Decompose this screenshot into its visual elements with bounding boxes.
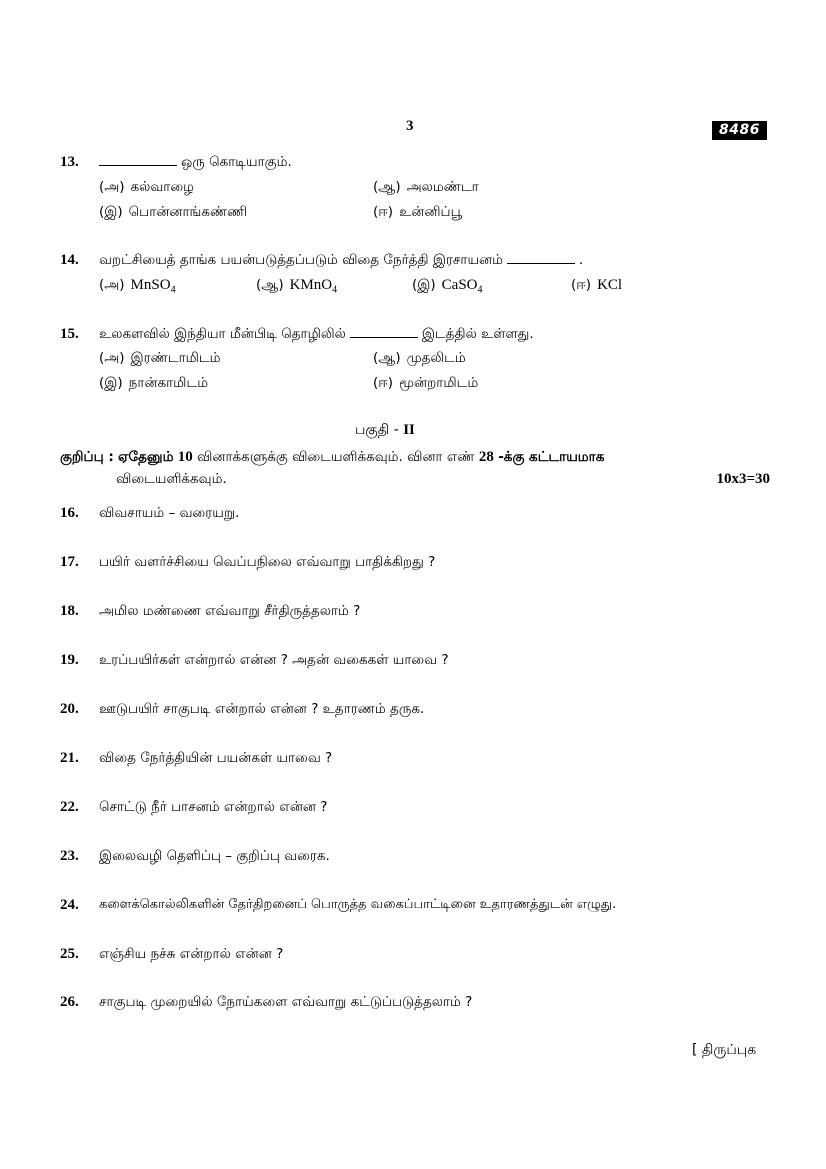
- section-roman: II: [403, 422, 415, 438]
- formula: KCl: [597, 277, 623, 293]
- answer-blank: [99, 153, 177, 166]
- option-text: பொன்னாங்கண்ணி: [128, 204, 248, 220]
- section-dash: -: [393, 422, 399, 438]
- question-number: 16.: [60, 505, 79, 521]
- note-any: ஏதேனும்: [118, 449, 174, 465]
- question-text: ஊடுபயிர் சாகுபடி என்றால் என்ன ? உதாரணம் தருக.: [99, 701, 425, 717]
- turn-over-note: [ திருப்புக: [692, 1042, 757, 1058]
- question-15-text-after: இடத்தில் உள்ளது.: [421, 326, 534, 342]
- question-text: சொட்டு நீர் பாசனம் என்றால் என்ன ?: [99, 799, 328, 815]
- formula-subscript: 4: [170, 284, 176, 296]
- option-label: (அ): [99, 179, 125, 195]
- question-text: [99, 152, 292, 172]
- question-number: 24.: [60, 897, 79, 913]
- question-number: 18.: [60, 603, 79, 619]
- marks-allocation: 10x3=30: [716, 471, 770, 487]
- question-text: சாகுபடி முறையில் நோய்களை எவ்வாறு கட்டுப்படுத்தலாம் ?: [99, 994, 473, 1010]
- option-text: இரண்டாமிடம்: [130, 350, 221, 366]
- question-text: [99, 250, 583, 270]
- option-label: (அ): [99, 277, 125, 293]
- option-text: நான்காமிடம்: [128, 375, 209, 391]
- option-label: (இ): [412, 277, 436, 293]
- question-14-text: வறட்சியைத் தாங்க பயன்படுத்தப்படும் விதை நேர்த்தி இரசாயனம்: [99, 252, 503, 268]
- question-text: விவசாயம் – வரையறு.: [99, 505, 240, 521]
- option-15-b: [373, 348, 466, 368]
- note-line-2: [60, 468, 770, 490]
- note-compulsory: -க்கு கட்டாயமாக: [498, 449, 605, 465]
- question-number: 20.: [60, 701, 79, 717]
- note-question-number: 28: [478, 449, 494, 465]
- question-number: 19.: [60, 652, 79, 668]
- option-14-a: [99, 275, 176, 301]
- question-number: 23.: [60, 848, 79, 864]
- question-number: 13.: [60, 154, 79, 170]
- option-13-c: [99, 202, 247, 222]
- question-text: பயிர் வளர்ச்சியை வெப்பநிலை எவ்வாறு பாதிக்கிறது ?: [99, 554, 436, 570]
- formula-subscript: 4: [477, 284, 483, 296]
- note-count: 10: [177, 449, 193, 465]
- option-label: (ஆ): [373, 179, 401, 195]
- formula-subscript: 4: [332, 284, 338, 296]
- note-line-2-text: விடையளிக்கவும்.: [116, 471, 227, 487]
- option-label: (ஆ): [373, 350, 401, 366]
- question-number: 22.: [60, 799, 79, 815]
- option-label: (ஈ): [373, 204, 394, 220]
- question-text: உரப்பயிர்கள் என்றால் என்ன ? அதன் வகைகள் யாவை ?: [99, 652, 449, 668]
- instructions-note: [60, 446, 770, 490]
- option-14-b: [256, 275, 337, 301]
- option-label: (இ): [99, 375, 123, 391]
- question-number: 25.: [60, 946, 79, 962]
- note-line-1: [60, 446, 770, 468]
- question-number: 21.: [60, 750, 79, 766]
- question-number: 17.: [60, 554, 79, 570]
- option-label: (ஈ): [571, 277, 592, 293]
- option-15-c: [99, 373, 208, 393]
- question-text: எஞ்சிய நச்சு என்றால் என்ன ?: [99, 946, 284, 962]
- answer-blank: [350, 325, 418, 338]
- note-label: குறிப்பு :: [60, 449, 114, 465]
- option-15-a: [99, 348, 221, 368]
- option-13-a: [99, 177, 194, 197]
- option-15-d: [373, 373, 478, 393]
- section-word: பகுதி: [355, 422, 390, 438]
- note-mid: வினாக்களுக்கு விடையளிக்கவும். வினா எண்: [197, 449, 475, 465]
- option-text: அலமண்டா: [406, 179, 479, 195]
- formula: CaSO: [441, 277, 478, 293]
- question-text: விதை நேர்த்தியின் பயன்கள் யாவை ?: [99, 750, 333, 766]
- answer-blank: [507, 251, 575, 264]
- option-14-d: [571, 275, 622, 295]
- paper-code-badge: 8486: [712, 121, 767, 140]
- option-13-d: [373, 202, 462, 222]
- option-label: (ஆ): [256, 277, 284, 293]
- question-text: இலைவழி தெளிப்பு – குறிப்பு வரைக.: [99, 848, 330, 864]
- question-number: 14.: [60, 252, 79, 268]
- question-text: களைக்கொல்லிகளின் தேர்திறனைப் பொருத்த வகைப்பாட்டினை உதாரணத்துடன் எழுது.: [99, 897, 617, 912]
- question-text: அமில மண்ணை எவ்வாறு சீர்திருத்தலாம் ?: [99, 603, 361, 619]
- section-heading: [355, 422, 415, 440]
- option-text: மூன்றாமிடம்: [399, 375, 479, 391]
- question-number: 15.: [60, 326, 79, 342]
- question-text: [99, 324, 534, 344]
- option-13-b: [373, 177, 479, 197]
- formula: MnSO: [130, 277, 171, 293]
- formula: KMnO: [289, 277, 333, 293]
- option-label: (ஈ): [373, 375, 394, 391]
- option-label: (அ): [99, 350, 125, 366]
- question-14-end: .: [578, 252, 584, 268]
- option-text: கல்வாழை: [130, 179, 194, 195]
- question-number: 26.: [60, 994, 79, 1010]
- option-label: (இ): [99, 204, 123, 220]
- page-number: 3: [406, 118, 414, 134]
- option-text: உன்னிப்பூ: [399, 204, 463, 220]
- question-13-text: ஒரு கொடியாகும்.: [181, 154, 292, 170]
- option-text: முதலிடம்: [406, 350, 466, 366]
- option-14-c: [412, 275, 483, 301]
- question-15-text-before: உலகளவில் இந்தியா மீன்பிடி தொழிலில்: [99, 326, 346, 342]
